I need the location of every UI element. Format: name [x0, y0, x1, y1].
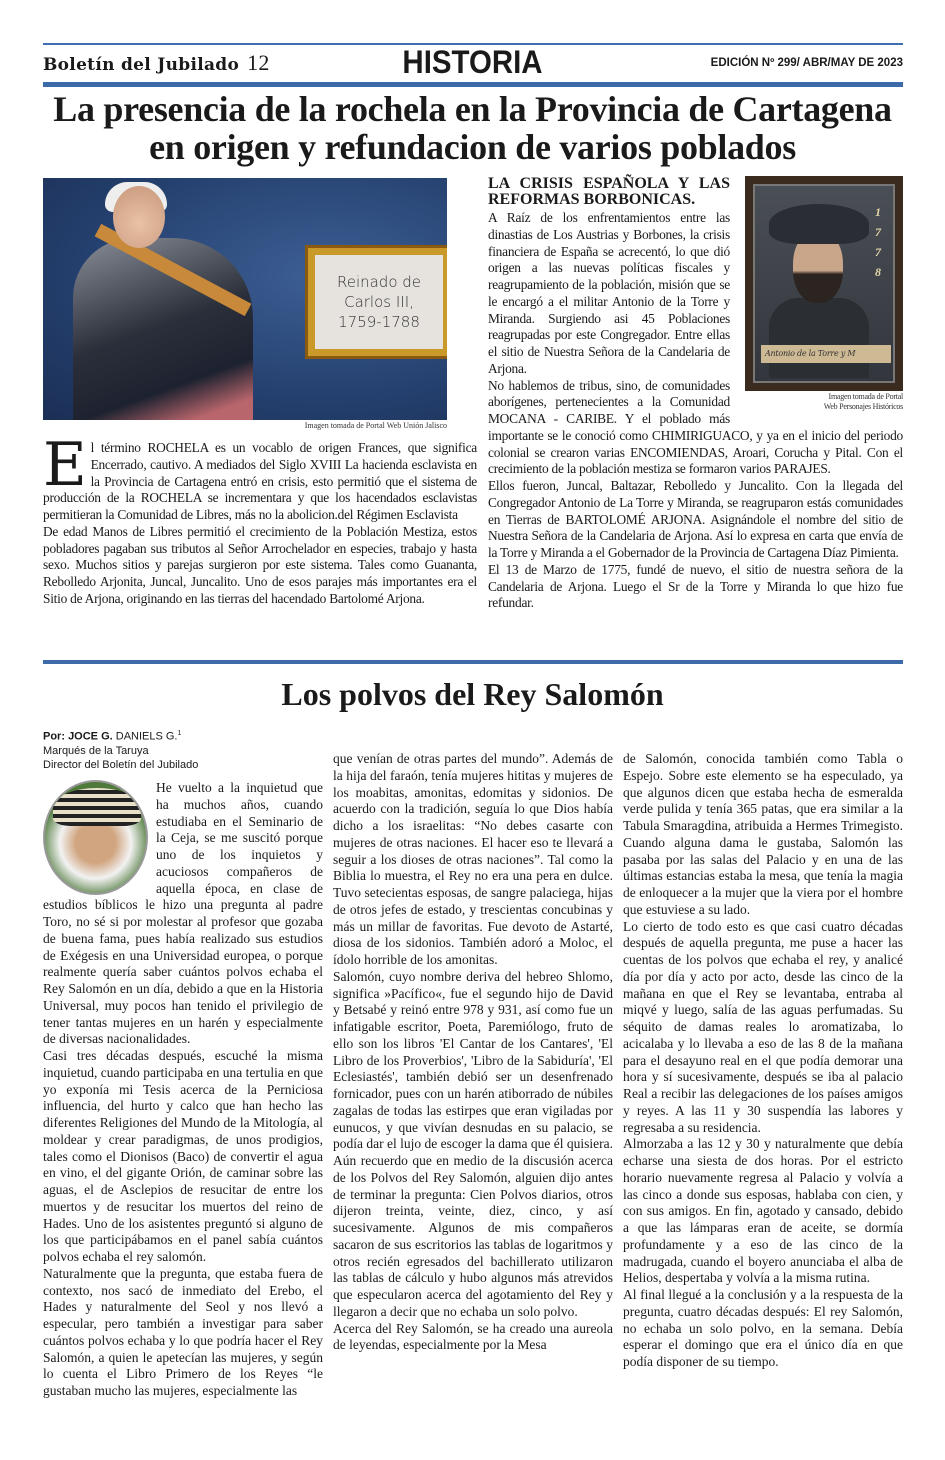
paragraph: que venían de otras partes del mundo”. Además de la hija del faraón, tenía mujeres hititas y mujeres de los moabitas, amonitas, edomitas y sidonios. De acuerdo con la tradición, seguía lo que Dios había dicho a los israelitas: “No debes casarte con mujeres de otras naciones. El hacer eso te llevará a seguir a los dioses de otras naciones”. Tal como la Biblia lo muestra, el Rey no era una pera en dulce. Tuvo setecientas esposas, de sangre palaciega, hijas de otros jefes de estado, y trescientas concubinas y más un millar de favoritas. Fue devoto de Astarté, diosa de los sidonios. También adoró a Moloc, el ídolo horrible de los amonitas. [333, 751, 613, 967]
paragraph: Almorzaba a las 12 y 30 y naturalmente que debía echarse una siesta de dos horas. Por el estricto horario nuevamente regresa al Palacio y volvía a las cinco a donde sus esposas, hablaba con cien, y con sus amigos. En fin, agotado y cansado, debido a que las lámparas eran de aceite, se dormía profundamente y a eso de las cinco de la madrugada, cuando el boyero anunciaba el alba de Helios, despertaba y volvía a la misma rutina. [623, 1136, 903, 1286]
paragraph: A Raíz de los enfrentamientos entre las dinastias de Los Austrias y Borbones, la crisis financiera de España se acrecentó, lo que dió origen a las nuevas políticas fiscales y reagrupamiento de la población, misión que se le encargó a el militar Antonio de la Torre y Miranda. Surgiendo asi 45 Poblaciones reagrupadas por este Congregador. Entre ellas el sitio de Nuestra Señora de la Candelaria de Arjona. [488, 210, 730, 376]
paragraph: Lo cierto de todo esto es que casi cuatro décadas después de aquella pregunta, me puse a hacer las cuentas de los polvos que echaba el rey, y analicé día por día y acto por acto, desde las cinco de la mañana en que el Rey se levantaba, entraba al miqvé y luego, salía de las aguas perfumadas. Su séquito de damas reales lo aromatizaba, lo acicalaba y lo llevaba a eso de las 8 de la mañana para el desayuno real en el que podía demorar una hora y sí sucesivamente, después se iba al palacio Real a recibir las delegaciones de los países amigos y reyes. A las 11 y 30 suspendía las labores y regresaba a su residencia. [623, 918, 903, 1135]
paragraph: No hablemos de tribus, sino, de comunidades aborígenes, pertenecientes a la Comunidad MOCANA - CARIBE. Y el poblado más importante se le conoció como CHIMIRIGUACO, y ya en el inicio del periodo colonial se crearon varias ENCOMIENDAS, Aroari, Corucha y Pital. Con el crecimiento de la población mestiza se formaron varios PARAJES. [488, 377, 903, 477]
page-number: 12 [247, 50, 270, 75]
author-role: Director del Boletín del Jubilado [43, 758, 199, 771]
plaque-line: Carlos III, [344, 293, 414, 311]
portrait-figure [738, 176, 903, 416]
byline [43, 727, 198, 772]
plaque-line: 1759-1788 [338, 313, 420, 331]
paragraph: El 13 de Marzo de 1775, fundé de nuevo, el sitio de nuestra señora de la Candelaria de Arjona. Luego el Sr de la Torre y Miranda lo que hizo fue refundar. [488, 561, 903, 611]
image1-caption: Imagen tomada de Portal Web Unión Jalisco [304, 421, 447, 430]
antonio-portrait-image [745, 176, 903, 391]
paragraph: De edad Manos de Libres permitió el crecimiento de la Población Mestiza, estos pobladores pagaban sus tributos al Señor Arrochelador en especies, trabajo y hasta sexo. Muchos sitios y parejas surgieron por este sistema. Tales como Guananta, Rebolledo Arjonita, Juncal, Juncalito. Uno de esos parajes más importantes era el Sitio de Arjona, originando en las tierras del hacendado Bartolomé Arjona. [43, 523, 477, 606]
article1-right-column [488, 176, 903, 612]
author-photo [43, 780, 148, 895]
portrait-coat [769, 298, 869, 378]
caption-line: Imagen tomada de Portal [828, 392, 903, 401]
byline-prefix: Por: [43, 730, 65, 743]
article2-column-3 [623, 751, 903, 1371]
king-face [113, 186, 165, 248]
header-rule [43, 82, 903, 87]
paragraph: l término ROCHELA es un vocablo de origen Frances, que significa Encerrado, cautivo. A mediados del Siglo XVIII La hacienda esclavista en la Provincia de Cartagena entró en crisis, esto permitió que el sistema de producción de la ROCHELA se incrementara y que los hacendados esclavistas permitieran la Comunidad de Libres, más no la abolicion.del Régimen Esclavista [43, 440, 477, 522]
author-surname: DANIELS G. [115, 730, 178, 743]
edition-info: EDICIÓN Nº 299/ ABR/MAY DE 2023 [710, 57, 903, 69]
article2-column-1 [43, 780, 323, 1400]
paragraph: Casi tres décadas después, escuché la misma inquietud, cuando participaba en una tertulia en que yo exponía mi Tesis acerca de la Perniciosa influencia, del hurto y calco que han hecho las diferentes Religiones del Mundo de la Mitología, al moldear y crear paradigmas, de unos prodigios, tales como el Dionisos (Baco) de convertir el agua en vino, el del gigante Orión, de caminar sobre las aguas, el de Asclepios de resucitar de entre los muertos y de resucitar los muertos del reino de Hades. Uno de los asistentes preguntó si alguno de los que participábamos en el panel sabía cuántos polvos echaba el rey salomón. [43, 1048, 323, 1264]
portrait-label: Antonio de la Torre y M [761, 345, 891, 363]
article1-headline [20, 90, 925, 166]
paragraph: Aún recuerdo que en medio de la discusión acerca de los Polvos del Rey Salomón, alguien dijo antes de terminar la pregunta: Cien Polvos diarios, otros dijeron treinta, veinte, diez, cinco, y así sucesivamente. Algunos de mis compañeros sacaron de sus escritorios las tablas de logaritmos y otros recién egresados del bachillerato utilizaron las tablas de cálculo y hubo algunos más atrevidos que especularon acerca del agotamiento del Rey y llegaron a decir que no echaba un solo polvo. [333, 1153, 613, 1319]
author-name: JOCE G. [68, 730, 113, 743]
footnote-marker: 1 [177, 730, 182, 737]
headline-line-2: en origen y refundacion de varios poblados [149, 127, 796, 167]
article1-left-column [43, 430, 477, 608]
sombrero-vueltiao [53, 788, 141, 826]
paragraph: Naturalmente que la pregunta, que estaba fuera de contexto, nos sacó de inmediato del Erebo, el Hades y naturalmente del Seol y nos llevó a especular, pero también a investigar para saber cuántos polvos echaba y lo que podría hacer el Rey Salomón, a quien le apetecían las mujeres, y según lo cuenta el Libro Primero de los Reyes “le gustaban mucho las mujeres, especialmente las [43, 1265, 323, 1398]
paragraph: Ellos fueron, Juncal, Baltazar, Rebolledo y Juncalito. Con la llegada del Congregador Antonio de La Torre y Miranda, se reagruparon estás comunidades en Tierras de BARTOLOMÉ ARJONA. Asignándole el nombre del sitio de Nuestra Señora de la Candelaria de Arjona. Así lo expresa en carta que envía de la Torre y Miranda a el Gobernador de la Provincia de Cartagena Díaz Pimienta. [488, 478, 903, 560]
section-title: HISTORIA [402, 44, 543, 80]
author-title: Marqués de la Taruya [43, 744, 149, 757]
paragraph: de Salomón, conocida también como Tabla o Espejo. Sobre este elemento se ha especulado, ya que algunos dicen que estaba hecha de esmeralda verde pulida y tenía 365 patas, que era similar a la Tabula Smaragdina, atribuida a Hermes Trimegisto. Cuando alguna dama le gustaba, Salomón las pasaba por las salas del Palacio y en una de las últimas estancias estaba la mesa, que tenía la magia de enloquecer a la mujer que la viera por el hombre que estuviese a su lado. [623, 751, 903, 917]
paragraph: Salomón, cuyo nombre deriva del hebreo Shlomo, significa »Pacífico«, fue el segundo hijo de David y Betsabé y reinó entre 978 y 931, así como fue un infatigable escritor, Poeta, Paremiólogo, fruto de ello son los libros 'El Cantar de los Cantares', 'El Libro de los Proverbios', 'Libro de la Sabiduría', 'El Eclesiastés', también debió ser un desenfrenado fornicador, pues con un harén atiborrado de núbiles zagalas de todas las estirpes que eran vigiladas por eunucos, y que vivían desnudas en su palacio, se podía dar el lujo de escoger la dama que él quisiera. [333, 968, 614, 1152]
plaque-line: Reinado de [336, 273, 422, 291]
paragraph: Acerca del Rey Salomón, se ha creado una aureola de leyendas, especialmente por la Mesa [333, 1320, 613, 1353]
paragraph: Al final llegué a la conclusión y a la respuesta de la pregunta, cuatro décadas después: El rey Salomón, no echaba un solo polvo, en la semana. Debía esperar el domingo que era el único día en que podía disponer de su tiempo. [623, 1287, 903, 1369]
publication-name: Boletín del Jubilado [43, 55, 240, 75]
subheading: LA CRISIS ESPAÑOLA Y LAS REFORMAS BORBONICAS. [488, 175, 730, 208]
article2-column-2 [333, 751, 613, 1354]
article2-headline: Los polvos del Rey Salomón [281, 676, 664, 712]
drop-cap: E [43, 430, 87, 500]
image2-caption [738, 392, 903, 412]
carlos-iii-image [43, 178, 447, 420]
caption-line: Web Personajes Históricos [823, 402, 903, 411]
portrait-year: 1 7 7 8 [875, 205, 881, 279]
portrait-hat [769, 204, 869, 244]
article-separator [43, 660, 903, 664]
headline-line-1: La presencia de la rochela en la Provincia de Cartagena [53, 89, 892, 129]
paragraph: He vuelto a la inquietud que ha muchos años, cuando estudiaba en el Seminario de la Ceja, se me suscitó porque uno de los inquietos y acuciosos compañeros de aquella época, en clase de estudios bíblicos le hizo una pregunta al padre Toro, no sé si por molestar al profesor que gozaba de buena fama, pues había realizado sus estudios de Exégesis en una Universidad europea, o porque realmente quería saber cuántos polvos echaba el Rey Salomón en un día, debido a que en la Historia Universal, muy pocos han tenido el privilegio de tener tantas mujeres en un harén y especialmente de diversas nacionalidades. [43, 780, 323, 1047]
gold-frame-plaque [308, 248, 447, 356]
